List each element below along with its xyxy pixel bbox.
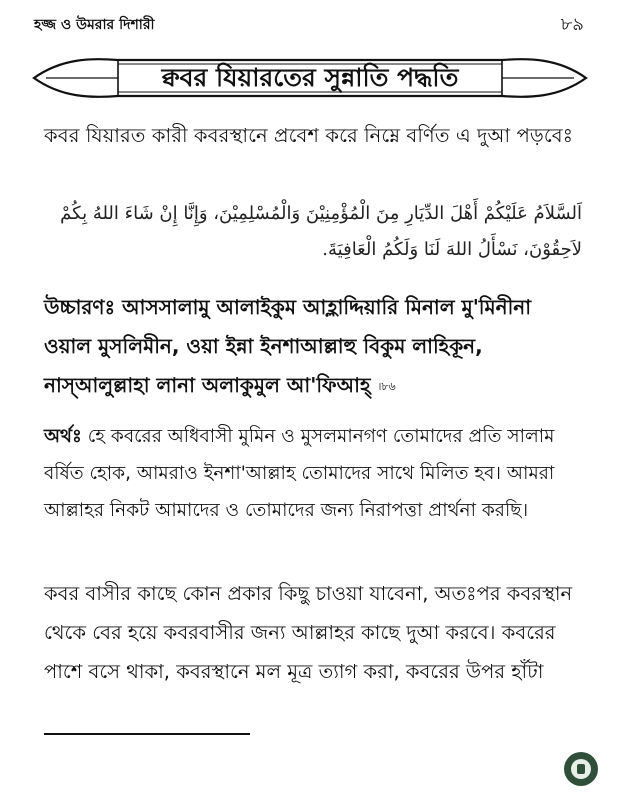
banner-title: ক্ববর যিয়ারতের সুন্নাতি পদ্ধতি [161,63,459,92]
pronunciation-label: উচ্চারণঃ [44,295,116,319]
footnote-number: ৮৬ [381,380,396,393]
pronunciation-paragraph [44,288,582,406]
page-header [34,14,584,36]
badge-inner [571,759,591,779]
badge-dot [577,764,585,774]
app-badge-icon[interactable] [564,752,598,786]
meaning-label: অর্থঃ [44,426,82,447]
closing-paragraph: কবর বাসীর কাছে কোন প্রকার কিছু চাওয়া যাবেনা, অতঃপর কবরস্থান থেকে বের হয়ে কবরবাসীর জন্য আল্লাহর কাছে দুআ করবে। কবরের পাশে বসে থাকা, কবরস্থানে মল মূত্র ত্যাগ করা, কবরের উপর হাঁটা [44,582,573,683]
intro-paragraph: কবর যিয়ারত কারী কবরস্থানে প্রবেশ করে নিম্নে বর্ণিত এ দুআ পড়বেঃ [44,124,574,147]
meaning-paragraph [44,418,582,529]
page-number: ৮৯ [560,13,584,35]
footnote-marker: ।৮৬ [377,380,396,393]
meaning-text: হে কবরের অধিবাসী মুমিন ও মুসলমানগণ তোমাদের প্রতি সালাম বর্ষিত হোক, আমরাও ইনশা'আল্লাহ তোমাদের সাথে মিলিত হব। আমরা আল্লাহর নিকট আমাদের ও তোমাদের জন্য নিরাপত্তা প্রার্থনা করছি। [44,426,555,521]
book-title: হজ্জ ও উমরার দিশারী [34,17,155,33]
text-underline [44,733,250,735]
section-banner [32,52,588,104]
arabic-dua: اَلسَّلاَمُ عَلَيْكُمْ أَهْلَ الدِّيَارِ مِنَ الْمُؤْمِنِيْنَ وَالْمُسْلِمِيْنَ، وَإِنَّا إِنْ شَاءَ اللهُ بِكُمْ لاَحِقُوْنَ، نَسْأَلُ اللهَ لَنَا وَلَكُمُ الْعَافِيَةَ. [60,203,582,260]
pronunciation-text: আসসালামু আলাইকুম আহ্লাদ্দিয়ারি মিনাল মু'মিনীনা ওয়াল মুসলিমীন, ওয়া ইন্না ইনশাআল্লাহু বিকুম লাহিকূন, নাস্আলুল্লাহা লানা অলাকুমুল আ'ফিআহ্ [44,295,532,397]
